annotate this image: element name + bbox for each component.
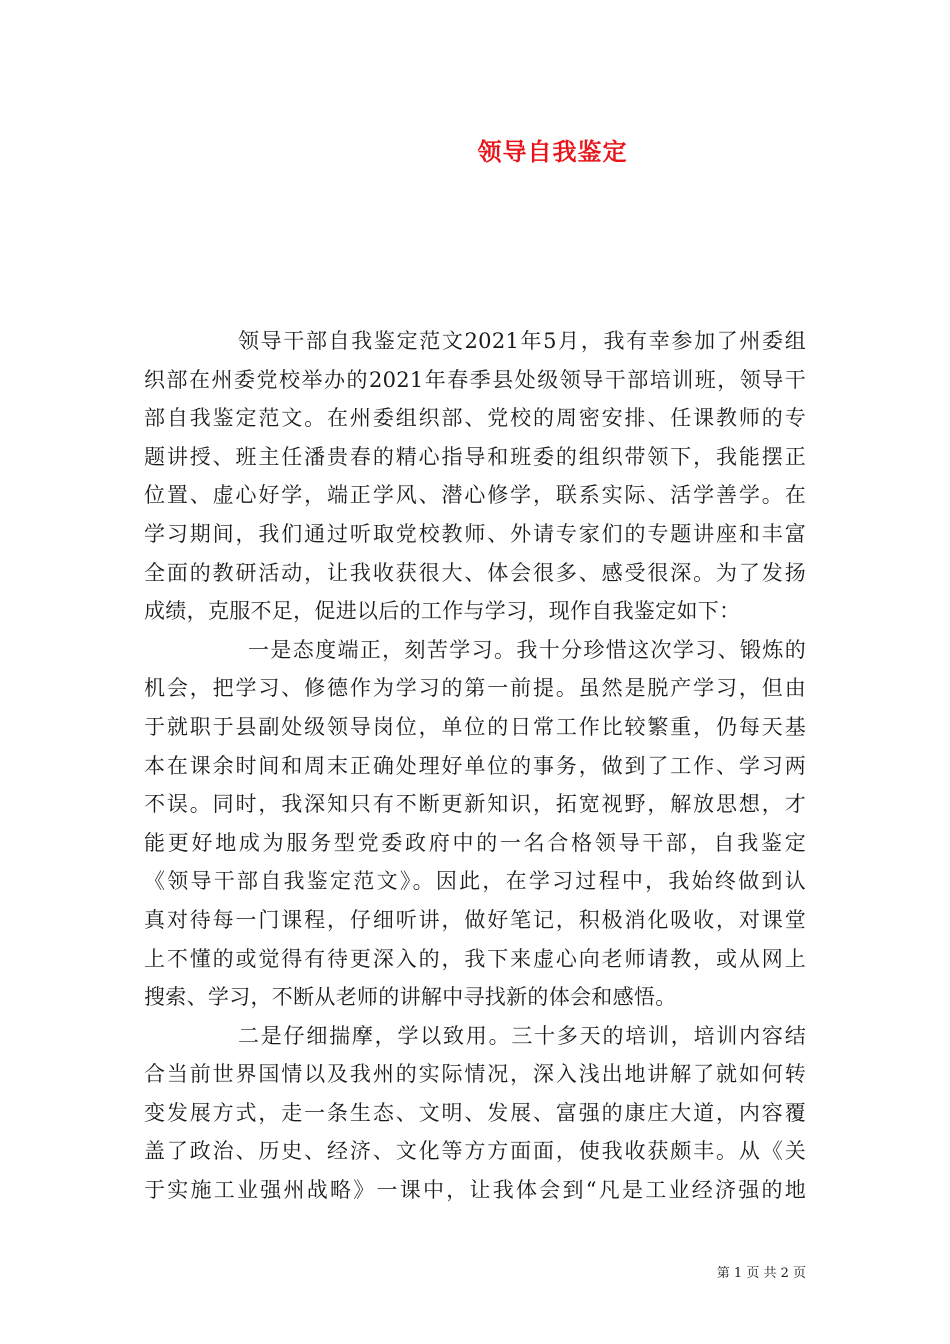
paragraph-3-line-3: 变发展方式，走一条生态、文明、发展、富强的康庄大道，内容覆 bbox=[144, 1100, 806, 1125]
paragraph-3-line-4: 盖了政治、历史、经济、文化等方方面面，使我收获颇丰。从《关 bbox=[144, 1139, 806, 1164]
paragraph-2-line-6: 能更好地成为服务型党委政府中的一名合格领导干部，自我鉴定 bbox=[144, 830, 806, 855]
paragraph-2-line-2: 机会，把学习、修德作为学习的第一前提。虽然是脱产学习，但由 bbox=[144, 676, 806, 701]
document-body bbox=[144, 322, 806, 1210]
paragraph-2-line-9: 上不懂的或觉得有待更深入的，我下来虚心向老师请教，或从网上 bbox=[144, 946, 806, 971]
paragraph-1-line-4: 题讲授、班主任潘贵春的精心指导和班委的组织带领下，我能摆正 bbox=[144, 444, 806, 469]
paragraph-2-line-10: 搜索、学习，不断从老师的讲解中寻找新的体会和感悟。 bbox=[144, 985, 677, 1010]
paragraph-1-line-7: 全面的教研活动，让我收获很大、体会很多、感受很深。为了发扬 bbox=[144, 560, 806, 585]
document-title: 领导自我鉴定 bbox=[477, 137, 628, 166]
paragraph-1-line-2: 织部在州委党校举办的2021年春季县处级领导干部培训班，领导干 bbox=[144, 367, 806, 392]
paragraph-2-line-1: 一是态度端正，刻苦学习。我十分珍惜这次学习、锻炼的 bbox=[248, 637, 806, 662]
paragraph-3-line-2: 合当前世界国情以及我州的实际情况，深入浅出地讲解了就如何转 bbox=[144, 1062, 806, 1087]
paragraph-3-line-5: 于实施工业强州战略》一课中，让我体会到“凡是工业经济强的地 bbox=[144, 1178, 806, 1203]
paragraph-1-line-5: 位置、虚心好学，端正学风、潜心修学，联系实际、活学善学。在 bbox=[144, 483, 806, 508]
paragraph-2-line-4: 本在课余时间和周末正确处理好单位的事务，做到了工作、学习两 bbox=[144, 753, 806, 778]
paragraph-1-line-3: 部自我鉴定范文。在州委组织部、党校的周密安排、任课教师的专 bbox=[144, 406, 806, 431]
paragraph-2-line-3: 于就职于县副处级领导岗位，单位的日常工作比较繁重，仍每天基 bbox=[144, 714, 806, 739]
paragraph-2-line-7: 《领导干部自我鉴定范文》。因此，在学习过程中，我始终做到认 bbox=[144, 869, 806, 894]
page-number-footer: 第 1 页 共 2 页 bbox=[716, 1266, 806, 1281]
paragraph-1-line-1: 领导干部自我鉴定范文2021年5月，我有幸参加了州委组 bbox=[238, 329, 806, 353]
paragraph-1-line-8: 成绩，克服不足，促进以后的工作与学习，现作自我鉴定如下： bbox=[144, 599, 741, 624]
paragraph-3-line-1: 二是仔细揣摩，学以致用。三十多天的培训，培训内容结 bbox=[238, 1023, 806, 1048]
paragraph-1-line-6: 学习期间，我们通过听取党校教师、外请专家们的专题讲座和丰富 bbox=[144, 521, 806, 546]
paragraph-2-line-5: 不误。同时，我深知只有不断更新知识，拓宽视野，解放思想，才 bbox=[144, 792, 806, 817]
paragraph-2-line-8: 真对待每一门课程，仔细听讲，做好笔记，积极消化吸收，对课堂 bbox=[144, 907, 806, 932]
